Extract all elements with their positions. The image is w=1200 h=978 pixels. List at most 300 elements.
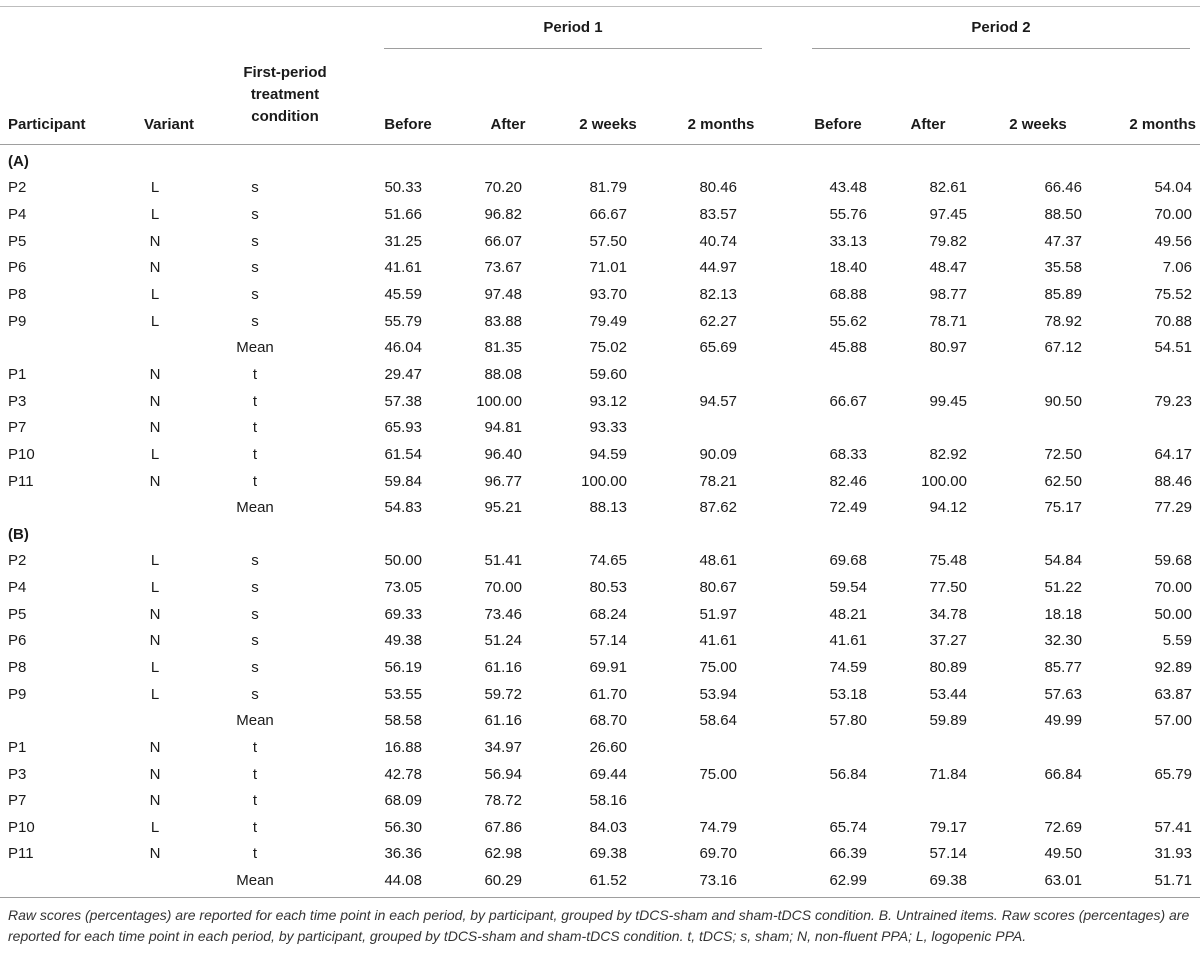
table-row xyxy=(0,867,1200,894)
table-cell: 78.21 xyxy=(699,472,737,490)
table-cell: 88.50 xyxy=(1044,206,1082,224)
table-cell: 44.08 xyxy=(384,872,422,890)
table-cell: 42.78 xyxy=(384,765,422,783)
table-cell: s xyxy=(251,605,259,623)
table-cell xyxy=(110,494,200,521)
table-cell: N xyxy=(149,738,161,756)
table-cell: 68.33 xyxy=(829,445,867,463)
table-row xyxy=(0,734,1200,761)
table-cell: 95.21 xyxy=(484,499,522,517)
table-row xyxy=(0,414,1200,441)
table-cell xyxy=(985,734,1100,761)
table-cell: 70.00 xyxy=(484,579,522,597)
table-cell: 62.99 xyxy=(829,872,867,890)
table-row xyxy=(0,628,1200,655)
table-cell: 37.27 xyxy=(929,632,967,650)
table-cell: s xyxy=(251,232,259,250)
table-cell: 77.50 xyxy=(929,579,967,597)
table-cell xyxy=(645,414,755,441)
table-row xyxy=(0,574,1200,601)
table-cell: L xyxy=(150,179,160,197)
table-cell: P7 xyxy=(8,792,27,810)
table-cell: 59.54 xyxy=(829,579,867,597)
table-cell: 57.63 xyxy=(1044,685,1082,703)
table-cell: 41.61 xyxy=(699,632,737,650)
table-row xyxy=(0,548,1200,575)
table-cell: 81.79 xyxy=(589,179,627,197)
table-cell: t xyxy=(252,792,258,810)
table-footnote: Raw scores (percentages) are reported for each time point in each period, by participant, grouped by tDCS-sham and sham-tDCS condition. B. Untrained items. Raw scores (percentages) are reported for each time point in each period, by participant, grouped by tDCS-sham and sham-tDCS condition. t, tDCS; s, sham; N, non-fluent PPA; L, logopenic PPA. xyxy=(8,907,1190,944)
table-cell: 57.00 xyxy=(1154,712,1192,730)
table-cell: P4 xyxy=(8,206,27,224)
table-cell xyxy=(1100,361,1200,388)
table-cell: 90.09 xyxy=(699,445,737,463)
table-cell: 72.50 xyxy=(1044,445,1082,463)
table-cell: 99.45 xyxy=(929,392,967,410)
table-cell: Mean xyxy=(236,712,274,730)
table-cell: 93.70 xyxy=(589,286,627,304)
table-cell: 83.88 xyxy=(484,312,522,330)
table-row xyxy=(0,761,1200,788)
section-label: (B) xyxy=(8,525,29,543)
table-cell xyxy=(755,734,885,761)
table-row xyxy=(0,255,1200,282)
table-cell: 94.81 xyxy=(484,419,522,437)
table-cell: P5 xyxy=(8,232,27,250)
table-top-rule xyxy=(0,6,1200,7)
table-cell: P10 xyxy=(8,818,35,836)
table-cell: 56.19 xyxy=(384,658,422,676)
table-cell: 80.53 xyxy=(589,579,627,597)
table-cell: t xyxy=(252,445,258,463)
table-cell: 70.00 xyxy=(1154,579,1192,597)
table-row xyxy=(0,201,1200,228)
table-cell: 80.97 xyxy=(929,339,967,357)
table-cell: 69.70 xyxy=(699,845,737,863)
table-cell: 69.44 xyxy=(589,765,627,783)
table-row xyxy=(0,814,1200,841)
table-cell: N xyxy=(149,392,161,410)
table-cell: P1 xyxy=(8,738,27,756)
table-cell: 94.57 xyxy=(699,392,737,410)
table-cell: 48.61 xyxy=(699,552,737,570)
table-cell: 58.58 xyxy=(384,712,422,730)
table-cell: 80.89 xyxy=(929,658,967,676)
table-cell xyxy=(1100,734,1200,761)
table-cell: 69.91 xyxy=(589,658,627,676)
table-cell: 68.09 xyxy=(384,792,422,810)
table-row xyxy=(0,361,1200,388)
table-cell: 32.30 xyxy=(1044,632,1082,650)
table-cell: L xyxy=(150,685,160,703)
table-cell: 62.50 xyxy=(1044,472,1082,490)
header-p1-before: Before xyxy=(384,116,432,133)
table-row xyxy=(0,841,1200,868)
table-cell: 57.50 xyxy=(589,232,627,250)
table-cell: t xyxy=(252,392,258,410)
table-cell: Mean xyxy=(236,339,274,357)
header-bottom-rule xyxy=(0,144,1200,145)
table-cell xyxy=(0,867,110,894)
header-p1-after: After xyxy=(490,116,526,133)
table-cell: L xyxy=(150,206,160,224)
table-cell: 63.87 xyxy=(1154,685,1192,703)
table-cell: 56.94 xyxy=(484,765,522,783)
table-cell: 73.67 xyxy=(484,259,522,277)
table-cell: 63.01 xyxy=(1044,872,1082,890)
table-cell xyxy=(0,494,110,521)
table-cell: 78.71 xyxy=(929,312,967,330)
header-p2-2weeks: 2 weeks xyxy=(1009,116,1067,133)
table-cell: 71.01 xyxy=(589,259,627,277)
period-1-rule xyxy=(384,48,762,49)
table-cell: s xyxy=(251,259,259,277)
table-cell xyxy=(985,361,1100,388)
table-cell: 31.93 xyxy=(1154,845,1192,863)
table-cell: N xyxy=(149,259,161,277)
table-cell xyxy=(110,867,200,894)
table-cell: 66.67 xyxy=(829,392,867,410)
table-cell: N xyxy=(149,472,161,490)
table-cell: 45.88 xyxy=(829,339,867,357)
table-cell: 97.45 xyxy=(929,206,967,224)
table-cell: 57.80 xyxy=(829,712,867,730)
table-cell: 69.68 xyxy=(829,552,867,570)
table-cell: 69.33 xyxy=(384,605,422,623)
table-cell: s xyxy=(251,579,259,597)
table-cell: 66.07 xyxy=(484,232,522,250)
header-variant: Variant xyxy=(143,116,195,133)
table-cell: 49.99 xyxy=(1044,712,1082,730)
section-header-row xyxy=(0,521,1200,548)
table-cell: 79.17 xyxy=(929,818,967,836)
table-cell: 59.89 xyxy=(929,712,967,730)
table-cell: 68.70 xyxy=(589,712,627,730)
table-cell: t xyxy=(252,818,258,836)
table-cell: 100.00 xyxy=(921,472,967,490)
table-cell xyxy=(885,787,985,814)
table-cell: s xyxy=(251,685,259,703)
header-condition-line1: First-period xyxy=(243,64,327,81)
table-cell: 62.27 xyxy=(699,312,737,330)
table-cell: 94.59 xyxy=(589,445,627,463)
table-cell: L xyxy=(150,658,160,676)
table-cell: 96.40 xyxy=(484,445,522,463)
table-cell xyxy=(645,734,755,761)
table-cell: 75.48 xyxy=(929,552,967,570)
table-cell xyxy=(755,361,885,388)
table-cell: 53.94 xyxy=(699,685,737,703)
table-cell: 66.46 xyxy=(1044,179,1082,197)
header-p1-2months: 2 months xyxy=(687,116,755,133)
table-cell: 88.13 xyxy=(589,499,627,517)
table-cell: 67.12 xyxy=(1044,339,1082,357)
table-row xyxy=(0,228,1200,255)
table-cell: 44.97 xyxy=(699,259,737,277)
table-cell: 82.61 xyxy=(929,179,967,197)
table-cell: 93.12 xyxy=(589,392,627,410)
table-cell: 65.69 xyxy=(699,339,737,357)
table-cell: 55.79 xyxy=(384,312,422,330)
table-cell: N xyxy=(149,792,161,810)
table-cell: 59.72 xyxy=(484,685,522,703)
table-cell: 49.50 xyxy=(1044,845,1082,863)
table-cell: 51.41 xyxy=(484,552,522,570)
table-cell: 31.25 xyxy=(384,232,422,250)
table-cell: 41.61 xyxy=(384,259,422,277)
table-cell: P9 xyxy=(8,685,27,703)
table-cell: 56.30 xyxy=(384,818,422,836)
table-cell: 45.59 xyxy=(384,286,422,304)
table-cell: 50.00 xyxy=(384,552,422,570)
table-row xyxy=(0,681,1200,708)
table-cell xyxy=(110,334,200,361)
table-cell: 61.16 xyxy=(484,658,522,676)
table-cell: 36.36 xyxy=(384,845,422,863)
table-cell: t xyxy=(252,419,258,437)
table-cell: 57.14 xyxy=(589,632,627,650)
table-cell: 84.03 xyxy=(589,818,627,836)
table-cell: 58.16 xyxy=(589,792,627,810)
table-cell: 65.93 xyxy=(384,419,422,437)
table-cell: 78.72 xyxy=(484,792,522,810)
table-cell: 66.67 xyxy=(589,206,627,224)
table-cell: 92.89 xyxy=(1154,658,1192,676)
header-condition-line3: condition xyxy=(251,108,319,125)
table-cell: N xyxy=(149,232,161,250)
table-cell: s xyxy=(251,658,259,676)
table-cell xyxy=(0,334,110,361)
table-cell: t xyxy=(252,738,258,756)
table-cell: s xyxy=(251,632,259,650)
table-cell: t xyxy=(252,365,258,383)
table-cell: Mean xyxy=(236,872,274,890)
table-row xyxy=(0,308,1200,335)
table-row xyxy=(0,388,1200,415)
table-cell: 33.13 xyxy=(829,232,867,250)
table-cell: 49.38 xyxy=(384,632,422,650)
table-cell xyxy=(885,414,985,441)
header-condition xyxy=(220,62,350,128)
table-cell: 54.04 xyxy=(1154,179,1192,197)
table-cell: 83.57 xyxy=(699,206,737,224)
table-cell: 80.67 xyxy=(699,579,737,597)
table-cell: N xyxy=(149,365,161,383)
table-cell xyxy=(755,787,885,814)
table-cell: 96.82 xyxy=(484,206,522,224)
table-cell: 59.60 xyxy=(589,365,627,383)
table-cell: P2 xyxy=(8,179,27,197)
table-cell: 69.38 xyxy=(929,872,967,890)
table-cell: 51.97 xyxy=(699,605,737,623)
table-cell: 57.41 xyxy=(1154,818,1192,836)
table-cell: N xyxy=(149,845,161,863)
table-cell: 66.84 xyxy=(1044,765,1082,783)
table-cell: 79.82 xyxy=(929,232,967,250)
table-row xyxy=(0,441,1200,468)
table-cell: 72.69 xyxy=(1044,818,1082,836)
table-cell: 51.71 xyxy=(1154,872,1192,890)
table-cell: L xyxy=(150,286,160,304)
results-table xyxy=(0,148,1200,894)
header-participant: Participant xyxy=(8,116,86,133)
table-cell: 18.40 xyxy=(829,259,867,277)
table-cell: 56.84 xyxy=(829,765,867,783)
table-cell: 53.18 xyxy=(829,685,867,703)
table-cell xyxy=(645,787,755,814)
table-cell: 94.12 xyxy=(929,499,967,517)
table-cell: P5 xyxy=(8,605,27,623)
table-cell: 65.79 xyxy=(1154,765,1192,783)
table-cell: 69.38 xyxy=(589,845,627,863)
table-cell: 51.66 xyxy=(384,206,422,224)
table-cell: 53.44 xyxy=(929,685,967,703)
table-cell: 73.16 xyxy=(699,872,737,890)
table-cell: 82.46 xyxy=(829,472,867,490)
table-cell: 51.22 xyxy=(1044,579,1082,597)
period-2-rule xyxy=(812,48,1190,49)
table-cell: 65.74 xyxy=(829,818,867,836)
table-cell: 61.16 xyxy=(484,712,522,730)
table-cell xyxy=(1100,787,1200,814)
table-cell: 70.88 xyxy=(1154,312,1192,330)
table-cell: N xyxy=(149,605,161,623)
table-cell: 54.83 xyxy=(384,499,422,517)
table-cell: 55.62 xyxy=(829,312,867,330)
table-cell: 88.46 xyxy=(1154,472,1192,490)
table-cell: t xyxy=(252,845,258,863)
table-cell: P9 xyxy=(8,312,27,330)
table-cell: 48.21 xyxy=(829,605,867,623)
table-cell: 34.78 xyxy=(929,605,967,623)
table-cell: 40.74 xyxy=(699,232,737,250)
table-row xyxy=(0,601,1200,628)
table-cell: 16.88 xyxy=(384,738,422,756)
table-cell: 77.29 xyxy=(1154,499,1192,517)
section-label: (A) xyxy=(8,152,29,170)
table-cell xyxy=(645,361,755,388)
table-cell: t xyxy=(252,472,258,490)
table-cell: 67.86 xyxy=(484,818,522,836)
table-cell: P6 xyxy=(8,259,27,277)
table-cell: L xyxy=(150,818,160,836)
table-row xyxy=(0,654,1200,681)
table-cell: 64.17 xyxy=(1154,445,1192,463)
table-cell: L xyxy=(150,312,160,330)
table-cell: 82.92 xyxy=(929,445,967,463)
table-cell: 85.77 xyxy=(1044,658,1082,676)
table-cell: L xyxy=(150,445,160,463)
table-cell: 70.00 xyxy=(1154,206,1192,224)
table-cell: 18.18 xyxy=(1044,605,1082,623)
table-cell: 50.00 xyxy=(1154,605,1192,623)
table-cell: 96.77 xyxy=(484,472,522,490)
table-cell: 74.79 xyxy=(699,818,737,836)
table-cell: 34.97 xyxy=(484,738,522,756)
table-cell: 100.00 xyxy=(476,392,522,410)
table-cell: 58.64 xyxy=(699,712,737,730)
table-cell: 47.37 xyxy=(1044,232,1082,250)
table-cell xyxy=(755,414,885,441)
table-cell: 93.33 xyxy=(589,419,627,437)
table-cell: 59.84 xyxy=(384,472,422,490)
table-cell: 75.52 xyxy=(1154,286,1192,304)
table-row xyxy=(0,707,1200,734)
section-header-row xyxy=(0,148,1200,175)
table-cell: 29.47 xyxy=(384,365,422,383)
table-cell: 79.49 xyxy=(589,312,627,330)
table-cell: 88.08 xyxy=(484,365,522,383)
table-cell: 75.17 xyxy=(1044,499,1082,517)
table-cell xyxy=(885,734,985,761)
table-cell: 68.88 xyxy=(829,286,867,304)
table-cell: 60.29 xyxy=(484,872,522,890)
table-cell: 41.61 xyxy=(829,632,867,650)
table-row xyxy=(0,281,1200,308)
table-cell: P10 xyxy=(8,445,35,463)
table-cell: 70.20 xyxy=(484,179,522,197)
table-cell: P7 xyxy=(8,419,27,437)
table-cell: 75.02 xyxy=(589,339,627,357)
table-cell: 53.55 xyxy=(384,685,422,703)
table-cell: P2 xyxy=(8,552,27,570)
table-cell: 62.98 xyxy=(484,845,522,863)
table-cell: P3 xyxy=(8,392,27,410)
header-p2-2months: 2 months xyxy=(1129,116,1196,133)
table-cell: s xyxy=(251,312,259,330)
table-cell: 49.56 xyxy=(1154,232,1192,250)
table-cell: 74.65 xyxy=(589,552,627,570)
header-p2-after: After xyxy=(910,116,946,133)
table-cell xyxy=(0,707,110,734)
table-cell: 72.49 xyxy=(829,499,867,517)
table-cell: 68.24 xyxy=(589,605,627,623)
table-cell: s xyxy=(251,286,259,304)
table-cell: 66.39 xyxy=(829,845,867,863)
table-row xyxy=(0,468,1200,495)
table-cell: 73.05 xyxy=(384,579,422,597)
table-cell: 75.00 xyxy=(699,658,737,676)
table-row xyxy=(0,494,1200,521)
table-cell: 73.46 xyxy=(484,605,522,623)
table-cell: s xyxy=(251,179,259,197)
table-cell: 100.00 xyxy=(581,472,627,490)
table-cell: 26.60 xyxy=(589,738,627,756)
table-cell: 54.84 xyxy=(1044,552,1082,570)
table-cell: P11 xyxy=(8,472,34,490)
table-cell: 90.50 xyxy=(1044,392,1082,410)
table-cell: P4 xyxy=(8,579,27,597)
table-cell: L xyxy=(150,552,160,570)
table-bottom-rule xyxy=(0,897,1200,898)
table-cell: P8 xyxy=(8,658,27,676)
table-cell: N xyxy=(149,632,161,650)
table-cell: 43.48 xyxy=(829,179,867,197)
table-cell: Mean xyxy=(236,499,274,517)
table-cell: 55.76 xyxy=(829,206,867,224)
table-cell: N xyxy=(149,765,161,783)
table-cell: 81.35 xyxy=(484,339,522,357)
table-row xyxy=(0,175,1200,202)
table-cell: 48.47 xyxy=(929,259,967,277)
table-cell xyxy=(985,414,1100,441)
table-cell: 57.14 xyxy=(929,845,967,863)
table-cell: 61.54 xyxy=(384,445,422,463)
table-row xyxy=(0,334,1200,361)
table-cell xyxy=(1100,414,1200,441)
table-cell: 85.89 xyxy=(1044,286,1082,304)
table-cell: N xyxy=(149,419,161,437)
